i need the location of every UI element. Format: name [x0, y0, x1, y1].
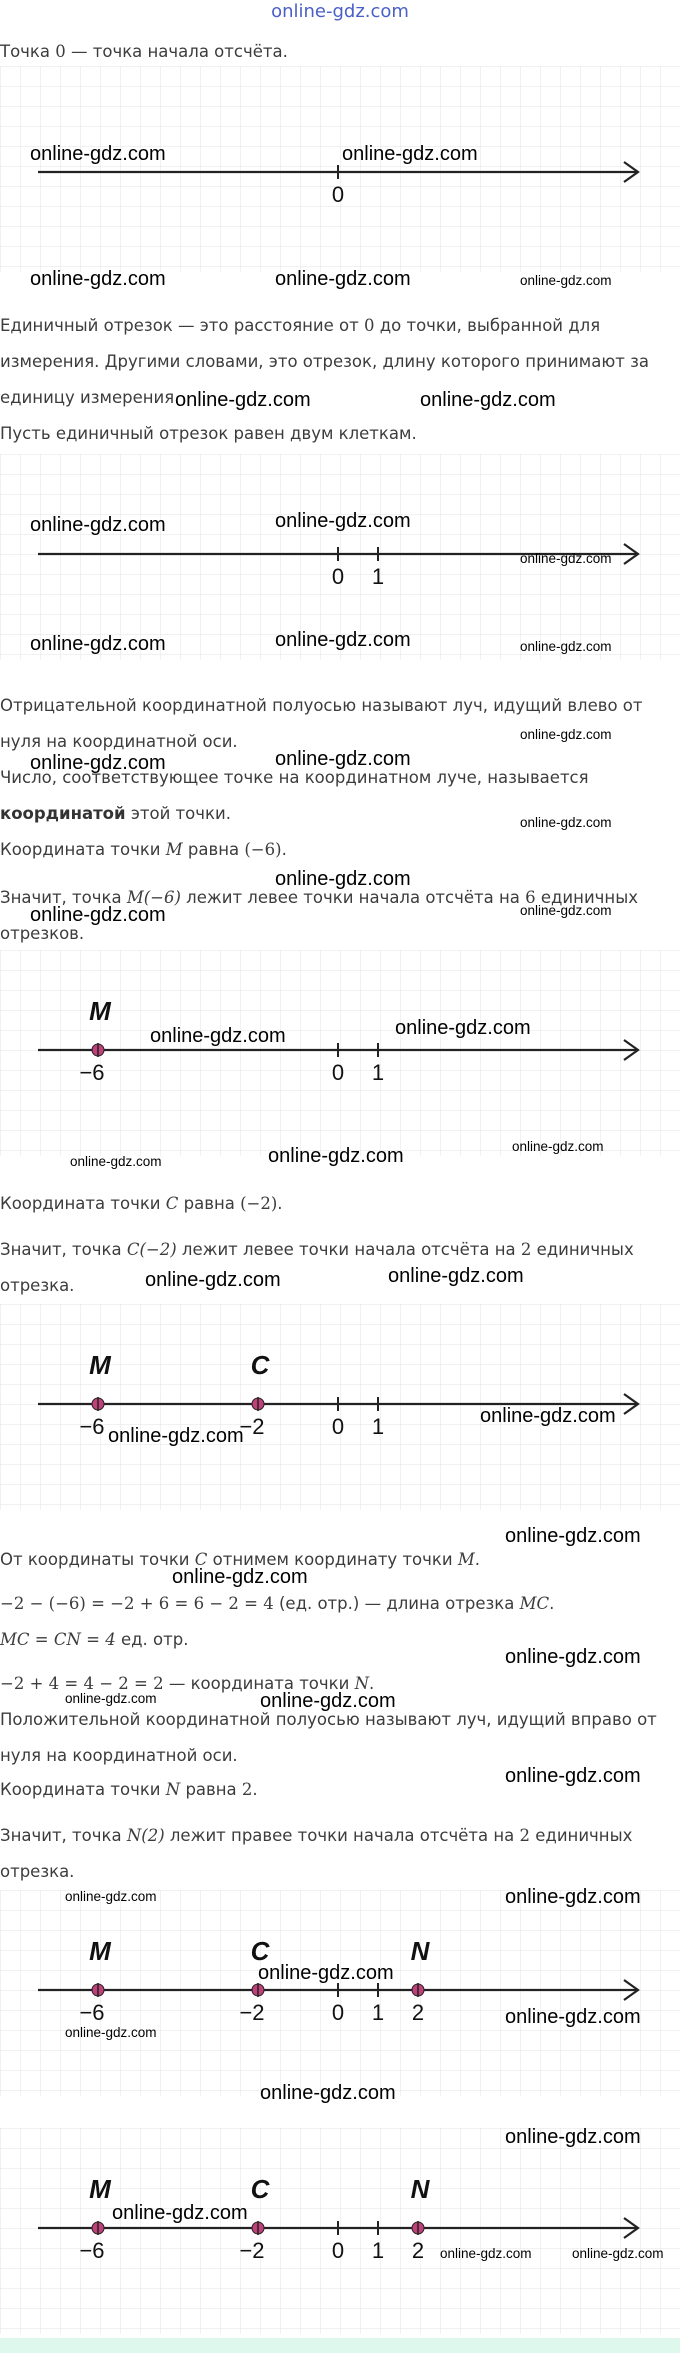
- point-label-m: M: [89, 1350, 111, 1380]
- paragraph-origin: Точка 0 — точка начала отсчёта.: [0, 42, 288, 61]
- watermark-text: online-gdz.com: [172, 1566, 308, 1588]
- watermark-text: online-gdz.com: [65, 1691, 157, 1706]
- paragraph-coordinate-m: Координата точки M равна (−6).: [0, 840, 287, 859]
- number-line-figure-3: [0, 950, 680, 1156]
- paragraph-m-left: Значит, точка M(−6) лежит левее точки начала отсчёта на 6 единичных отрезков.: [0, 888, 638, 943]
- tick-label-0: 0: [331, 2000, 345, 2025]
- watermark-text: online-gdz.com: [275, 510, 411, 532]
- paragraph-mc-cn: MC = CN = 4 ед. отр.: [0, 1630, 189, 1649]
- number-line-figure-5: [0, 1890, 680, 2096]
- point-label-c: C: [250, 2174, 270, 2204]
- watermark-text: online-gdz.com: [30, 514, 166, 536]
- paragraph-n-right: Значит, точка N(2) лежит правее точки начала отсчёта на 2 единичных отрезка.: [0, 1826, 633, 1881]
- watermark-text: online-gdz.com: [65, 1889, 157, 1904]
- tick-label-1: 1: [371, 564, 385, 589]
- tick-label-minus-2: −2: [239, 1414, 265, 1439]
- watermark-text: online-gdz.com: [275, 268, 411, 290]
- watermark-text: online-gdz.com: [505, 1886, 641, 1908]
- watermark-text: online-gdz.com: [70, 1154, 162, 1169]
- watermark-text: online-gdz.com: [420, 389, 556, 411]
- watermark-text: online-gdz.com: [260, 2082, 396, 2104]
- paragraph-unit-segment: Единичный отрезок — это расстояние от 0 до точки, выбранной для измерения. Другими словами, это отрезок, длину которого принимают за единицу измерения.: [0, 316, 649, 407]
- watermark-text: online-gdz.com: [150, 1025, 286, 1047]
- tick-label-minus-6: −6: [79, 1060, 105, 1085]
- watermark-text: online-gdz.com: [30, 143, 166, 165]
- watermark-text: online-gdz.com: [30, 268, 166, 290]
- paragraph-coordinate-definition: Число, соответствующее точке на координатном луче, называется координатой этой точки.: [0, 768, 589, 823]
- paragraph-subtract-coordinates: От координаты точки C отнимем координату точки M.: [0, 1550, 480, 1569]
- bottom-banner: [0, 2338, 680, 2353]
- watermark-text: online-gdz.com: [505, 2006, 641, 2028]
- point-label-m: M: [89, 996, 111, 1026]
- watermark-text: online-gdz.com: [480, 1405, 616, 1427]
- tick-label-0: 0: [331, 1060, 345, 1085]
- paragraph-unit-two-cells: Пусть единичный отрезок равен двум клеткам.: [0, 424, 417, 443]
- watermark-text: online-gdz.com: [520, 273, 612, 288]
- watermark-text: online-gdz.com: [520, 727, 612, 742]
- point-label-c: C: [250, 1350, 270, 1380]
- watermark-text: online-gdz.com: [440, 2246, 532, 2261]
- tick-label-2: 2: [411, 2000, 425, 2025]
- watermark-text: online-gdz.com: [145, 1269, 281, 1291]
- watermark-text: online-gdz.com: [505, 2126, 641, 2148]
- point-label-c: C: [250, 1936, 270, 1966]
- watermark-text: online-gdz.com: [505, 1765, 641, 1787]
- watermark-text: online-gdz.com: [505, 1646, 641, 1668]
- watermark-text: online-gdz.com: [520, 815, 612, 830]
- watermark-text: online-gdz.com: [388, 1265, 524, 1287]
- point-label-n: N: [410, 2174, 430, 2204]
- watermark-text: online-gdz.com: [275, 868, 411, 890]
- tick-label-minus-6: −6: [79, 1414, 105, 1439]
- paragraph-length-mc: −2 − (−6) = −2 + 6 = 6 − 2 = 4 (ед. отр.) — длина отрезка MC.: [0, 1594, 555, 1613]
- watermark-text: online-gdz.com: [342, 143, 478, 165]
- tick-label-0: 0: [331, 564, 345, 589]
- watermark-text: online-gdz.com: [65, 2025, 157, 2040]
- watermark-text: online-gdz.com: [512, 1139, 604, 1154]
- tick-label-minus-6: −6: [79, 2238, 105, 2263]
- tick-label-0: 0: [331, 1414, 345, 1439]
- tick-label-1: 1: [371, 2000, 385, 2025]
- paragraph-coordinate-n: Координата точки N равна 2.: [0, 1780, 258, 1799]
- watermark-text: online-gdz.com: [520, 903, 612, 918]
- watermark-text: online-gdz.com: [275, 629, 411, 651]
- point-label-m: M: [89, 2174, 111, 2204]
- watermark-text: online-gdz.com: [275, 748, 411, 770]
- watermark-text: online-gdz.com: [30, 904, 166, 926]
- paragraph-negative-half-axis: Отрицательной координатной полуосью называют луч, идущий влево от нуля на координатной оси.: [0, 696, 643, 751]
- watermark-text: online-gdz.com: [260, 1690, 396, 1712]
- tick-label-minus-6: −6: [79, 2000, 105, 2025]
- paragraph-coordinate-n-calc: −2 + 4 = 4 − 2 = 2 — координата точки N.: [0, 1674, 375, 1693]
- watermark-text: online-gdz.com: [112, 2202, 248, 2224]
- point-label-n: N: [410, 1936, 430, 1966]
- watermark-text: online-gdz.com: [520, 551, 612, 566]
- site-header-link[interactable]: online-gdz.com: [271, 1, 409, 22]
- point-label-m: M: [89, 1936, 111, 1966]
- watermark-text: online-gdz.com: [520, 639, 612, 654]
- tick-label-0: 0: [331, 2238, 345, 2263]
- watermark-text: online-gdz.com: [30, 752, 166, 774]
- watermark-text: online-gdz.com: [268, 1145, 404, 1167]
- tick-label-0: 0: [331, 182, 345, 207]
- tick-label-1: 1: [371, 1414, 385, 1439]
- paragraph-coordinate-c: Координата точки C равна (−2).: [0, 1194, 283, 1213]
- watermark-text: online-gdz.com: [395, 1017, 531, 1039]
- number-line-figure-6: [0, 2128, 680, 2334]
- watermark-text: online-gdz.com: [108, 1425, 244, 1447]
- tick-label-minus-2: −2: [239, 2000, 265, 2025]
- paragraph-c-left: Значит, точка C(−2) лежит левее точки начала отсчёта на 2 единичных отрезка.: [0, 1240, 634, 1295]
- tick-label-minus-2: −2: [239, 2238, 265, 2263]
- paragraph-positive-half-axis: Положительной координатной полуосью называют луч, идущий вправо от нуля на координатной оси.: [0, 1710, 657, 1765]
- watermark-text: online-gdz.com: [572, 2246, 664, 2261]
- watermark-text: online-gdz.com: [505, 1525, 641, 1547]
- tick-label-1: 1: [371, 2238, 385, 2263]
- tick-label-1: 1: [371, 1060, 385, 1085]
- watermark-text: online-gdz.com: [175, 389, 311, 411]
- watermark-text: online-gdz.com: [258, 1962, 394, 1984]
- tick-label-2: 2: [411, 2238, 425, 2263]
- number-line-figure-1: [0, 66, 680, 272]
- watermark-text: online-gdz.com: [30, 633, 166, 655]
